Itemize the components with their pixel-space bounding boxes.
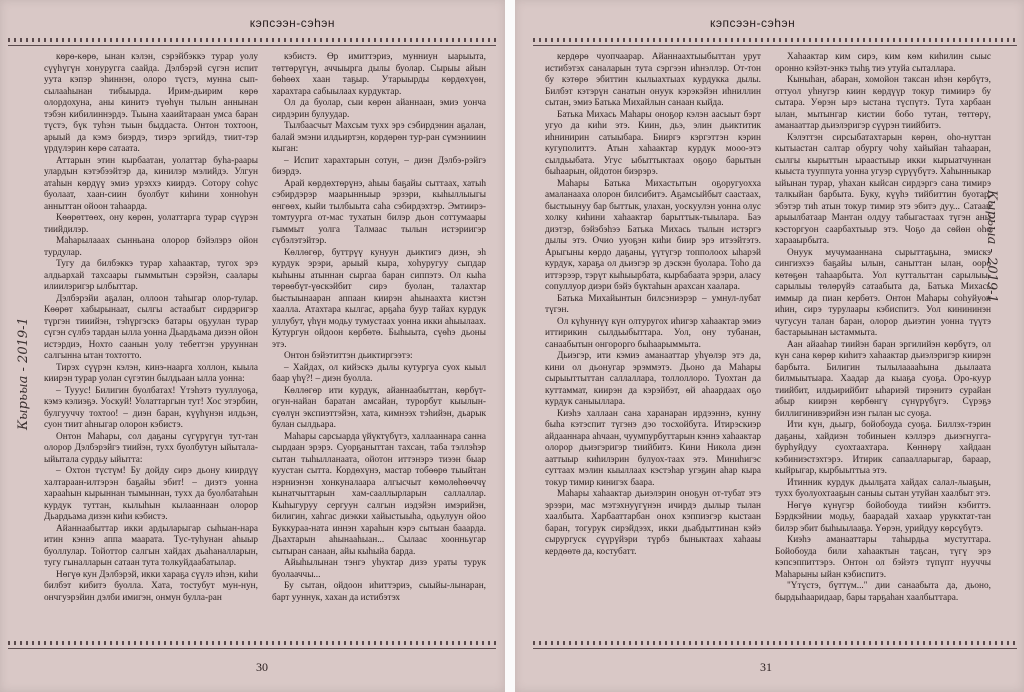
- paragraph: Аттарын этин кырбаатан, уолаттар буһа-раары улардын кэтэбээйтэр да, кинилэр мэлийдэ. Улгун атаһын көрдүү эмиэ урэххэ киирдэ. Сотору соһус буолаат, хаан-сиин буолбут киһини хонноһун анныттан ойоон таһаарда.: [44, 155, 258, 212]
- ornamental-border-top: [533, 38, 1017, 46]
- paragraph: Тугу да билбэккэ турар хаһаактар, тугох эрэ алдьархай тахсаары гыммытын сэрэйэн, саалары илиилэригэр ылбыттар.: [44, 259, 258, 292]
- paragraph: Ол да буолар, сыи көрөн айаннаан, эмиэ уонча сирдэрин булуудар.: [272, 98, 486, 120]
- paragraph: Көллөгөр ити курдук, айаннаабыттан, көрбүт-огун-найан баратан амсайан, турорбут кыылын-сүөлүн экспиэттэйэн, хата, кимнээх тэһийэн, дьарык булан сылдьара.: [272, 385, 486, 430]
- ornamental-border-bottom: [533, 641, 1017, 649]
- paragraph: Аан айааһар тиийэн баран эргилийэн көрбүтэ, ол күн сана көрөр киһитэ хаһаактар дьиэлэригэр киирэн барбыта. Билигин тылылааааһына дьылаата билмыытыара. Хаадар да кыаҕа суоҕа. Оро-куур тиийбит, илдьирийбит ыһариэй тирэнитэ сурайан абыр киирэн көрбөнгү сүнүрүбүгэ. Сүрэҕэ биллигинивэрийэн иэн гылан ыс суоҕа.: [775, 339, 991, 419]
- paragraph: Көллөгөр, буттрүү кунуун дьиктигэ диэн, эһ курдук эрэри, арыый кыра, хоһуругуу сыпдар кыһыны атыннан сыргаа баран сиппэтэ. Ол кыһа төрөөбүт-үөскэйбит сирэ буолан, талахтар быстыынааран аппаан киирэн аһынаахта кистэн хаалла. Атахтара кылгас, арҕаһа буур тайах курдук уллубут, үһүн модьу тумустаах уонна икки аһыылаах. Кутургун ойдоон көрбөтө. Быһыыта, сүөһэ дьоны этэ.: [272, 247, 486, 350]
- paragraph: Батька Михайынтын билсэниэрэр – умнул-лубат түгэн.: [545, 293, 761, 315]
- text-column-2: [272, 52, 486, 636]
- paragraph: Маһары хаһаактар дьиэлэрин оноҕун от-тубат этэ эрээри, мас мэтэхнуүгүнэн ичирдэ дылыр тылан хаалбыта. Харбааттарбан онох кэппиэгэр кыстаан баран, тогурук сирэйдээх, икки дьабдыттинан кэйэ сырургуск сүүрүйэри түрбэ быныктаах хаһааы кердөөтө да, костубатт.: [545, 489, 761, 557]
- paragraph: Дьиэгэр, ити кэмиэ аманааттар уһүөлэр этэ да, кини ол дьонугар эрэммэтэ. Дьоно да Маһары сырыыттыттан саллаллара, толлоллоро. Туохтан да куттаммат, киирэн да кэрэйбэт, өй аһаардаах оҕо курдук саныыллара.: [545, 351, 761, 407]
- paragraph: Маһары сарсыарда үйүктүбүтэ, халлааннара санна сырдаан эрэрэ. Суорҕаныттан тахсан, таба тэллэһэр сытан тыһылланаата, ойотон иттэнэрэ тиээн быар куустан сытта. Кордөхүнэ, мастар тобөөрө тыыйтан нэрниэнэн хонкуналаара алгысчыт көмолөһөөччү кынатчыттарын хам-сааллырларын саллаллар. Кыһыгуруу сергуун салгын иэдэйэн имэрийэн, билигин, хаһгас диэкки хайыстыыһа, одьулуун ойоо Буккураа-ната иннэн хараһын кэрэ сытыан бааарда. Дьахтарын аһынааһыан... Сылаас хоонньугар сытыран санаан, айы кыһыйа барда.: [272, 431, 486, 557]
- left-page: [0, 0, 505, 692]
- paragraph: Бу сытан, ойдоон иһиттэриэ, сыыйы-лынаран, барт ууннук, хахан да истибэтэх: [272, 581, 486, 603]
- page-header: [0, 14, 505, 36]
- paragraph: Онуук мучумааннана сырыттаҕына, эмискэ сингиэхээ баҕайы ылын, саныттан ылан, ооро көтөҕөн таһаарбыта. Уол куттальттан сарылыы-сарылыы төлөрүйэ сатаабыта да, Батька Михась иммыр да пиан кербөтэ. Онтон Маһары соһуйуон иһин, сирэ турулаары кэбиспитэ. Уол кинининэн чугусун талан баран, олорор дьиэтин уонна түүтэ бастарыынан ыстаммыта.: [775, 247, 991, 338]
- page-number: 30: [256, 660, 268, 674]
- paragraph: Батька Михась Маһары оноҕор кэлэн аасыыт бэрт угуо да киһи этэ. Киин, дьэ, элин дьиктитик иһнинирин сатыыбара. Бииргэ кэргэттэн кэрин кугуполиттэ. Атын хаһаактар курдук мооо-этэ сылдьыбата. Угус ыбыттыктаах оҕоҕо барытын быһаарын, ойдотон биэрэрэ.: [545, 109, 761, 177]
- paragraph: Киэһэ халлаан сана харанаран ирдээннэ, кунну быһа кэтэспит түгэнэ дэо тосхойбута. Итирэскиэр айдааннара аһчаан, чуумпурбуттарын кэннэ хаһаактар олорор дьиэгэригэр тиийбитэ. Кини Никола диэн ааттыыр киһилэрин булуох-таах этэ. Миниһигэс суттаах мэлин кыыллаах кэстэһар угэҕин аһар кыра токур тимир кинигэх баара.: [545, 408, 761, 488]
- paragraph: Онтон бэйэтиттэн дьиктиргээтэ:: [284, 351, 413, 361]
- paragraph: "Үтүстэ, бүттүм..." дии санаабыта да, дьоно, бырдыһааридаар, бары тарҕаһан хаалбыттара.: [775, 581, 991, 603]
- handwritten-note: Кырьыа - 2019-1: [984, 190, 999, 303]
- paragraph: Киэһэ аманааттары таһырдьа мустуттара. Бойобоуда били хаһаактын таҕсан, түгү эрэ кэпсэппиттэрэ. Онтон ол бэйэтэ түпүпт нууччы Маһарыны ыйан кэбиспитэ.: [775, 535, 991, 580]
- paragraph: Кыныһан, абаран, хомойон таксан иһэн көрбүтэ, оттуол уһнугэр киин көрдүүр токур тимиирэ бу сытара. Уөрэн ырэ ыстана түспүтэ. Тута харбаан ылан, мытынгар кистии бобо тутан, төттөрү, аманааттар дьиэлэригэр сүүрэн тиийбитэ.: [775, 75, 991, 131]
- paragraph: Айаннаабыттар икки ардыларыгар сыһыан-нара итин кэннэ аппа маарата. Тус-туһунан аһыыр буоллулар. Тойоттор салгын хайдах дьаһаналларын, тугу гыналларын сатаан тута толкуйдаабатылар.: [44, 523, 258, 568]
- paragraph: кэбистэ. Өр имиттэриэ, мунниун ыарыыта, төттөрүгүн, аччыырга дылы буолар. Сырыы айын бөһөөх хаан таҕыр. Утарыырды көрдөхүөн, харахтара сабыылаах курдуктар.: [272, 52, 486, 97]
- ornamental-border-bottom: [8, 641, 496, 649]
- paragraph: Тирэх сүүрэн кэлэн, кинэ-наарга холлон, кыыла киирэн турар уолан сүгэтин былдьаан ылла уонна:: [44, 362, 258, 384]
- text-column-1: [44, 52, 258, 636]
- paragraph: Нөгүө күнүгэр бойобоуда тиийэн кэбиттэ. Бэрдкэйнии модьу, баарадай хахаар урукктат-тан билэр эбит быһыылааҕа. Үөрэн, урийдуу көрсүбүтэ.: [775, 500, 991, 534]
- paragraph: Онтон Маһары, сол даҕаны сүгүрүгүн тут-тан олорор Дэлбэрэйгэ тиийэн, тухх буолбутун ыйытала-ыйытала сурдьу ыйытта:: [44, 431, 258, 465]
- text-column-1: [545, 52, 761, 636]
- ornamental-border-top: [8, 38, 496, 46]
- paragraph: Айыһылынан тэнгэ уһуктар дизэ ураты турук буолааччы...: [272, 558, 486, 580]
- right-page: [515, 0, 1024, 692]
- book-gutter: [505, 0, 515, 692]
- paragraph: Кэлэттэн сирсыбатахтарын көрөн, оһо-нуттан кытыастан салтар обургу чоһу хайыйан таһааран, сылгы кырыттын ыраастыыр икки кырыатчуннан кыыста тууппута уонна угуэр сүрүүбүтэ. Хаһынныкар ыйынан турар, уһахан кыйсан сирдэргэ сана тимирэ талкыйан барбыта. Буку, күүһэ тийбиттин буотар, эбэтэр тиһ атын токур тимир этэ эбитэ дуу... Сатаан арыылбатаар Мантан олдуу табыгастаах түгэн аны кэсторгуон саарбахтыыр этэ. Чоҕо да сөйөн оһо харааырбыта.: [775, 132, 991, 246]
- paragraph: Маһарылааах сынньана олорор бэйэлэрэ ойон турдулар.: [44, 236, 258, 258]
- paragraph: Маһары Батька Михастытын оҕоругуохха амаланааха олорон билсибитэ. Аҕамсыйбыт саастаах, быстыынуу бар быттык, улахан, уоскуулэн уонна олус холку киһини хаһаактар барыттык-тыылара. Баэ диэтэр, бэйэбэһээ Батька Михась тылын истэргэ дылы этэ. Очио ууоҕэн киһи биир эрэ итээйтэтэ. Арыгыны көрдо даҕаны, үүтүгэр топполоох ыһарэй курдук, хараҕа ол дьиэгэр эр дэскэн буолара. Тоһо да иттэрээр, тэрүт кыһыырбата, кырбабаата эрэри, аласу сопуллуор диэри бэйэ бүктаһын арахсан хаалара.: [545, 178, 761, 292]
- paragraph: Тылбаасчыт Махсым тухх эрэ сэбирдэнин аҕалан, балай эмэни илдьиртэн, кордөрөн тур-ран сүмэнииин кыган:: [272, 121, 486, 154]
- paragraph: Ол күһуннүү күн олтуругох иһигэр хаһаактар эмиэ иттирикин сылдьыбыттара. Уол, ону тубанан, санаабытын онгорорго быһаарыммыта.: [545, 316, 761, 350]
- paragraph: көрө-көрө, ынан кэлэн, сэрэйбэккэ турар уолу сүүһүгүн хонуругга саайда. Дэлбэрэй сүгэн испит уута кэпэр эһиннэн, олоро түстэ, мунна сып-сылааһынан тибыырда. Ирим-дьирим көрө олордохуна, аны кинитэ түөһүн тылын аннынан тэбэн кибилиннэрдэ. Тыына хааийтараан умса баран түстэ, бүк туһэн тыын быддаста. Онтон тохтоон, арыый да кэмэ биэрдэ, тиэрэ эргийдэ, тиит-тэр үрдүлэрин көрө сатаата.: [44, 52, 258, 154]
- paragraph: Дэлбэрэйи аҕалан, оллоон таһыгар олор-тулар. Көөрөт хабырынаат, сылгы астаабыт сирдэригэр түргэн тииийэн, тэһүргэскэ батары оҕуулан турар сүгэн сүлбэ тардан ылла уонна Дьардьама дизэн ойон истэрдиэ, Нохто саанын уолу тебеттэн урууннан салгынна ытан тохтотто.: [44, 293, 258, 361]
- handwritten-note: Кырьыа - 2019-1: [16, 317, 31, 430]
- paragraph: – Тууус! Билигин буолбатах! Үтэһэтэ тууллуоҕа, кэмэ кэлиэҕэ. Уоскуй! Уолаттаргын тут! Хос этэрбин, булгууччу тохтоо! – диэн баран, күүһүнэн илдьэн, суон тиит аһныгар олорон кэбистэ.: [44, 385, 258, 430]
- paragraph: Итинник курдук дьылҕата хайдах салал-лыаҕын, тухх буолуохтааҕын саныы сытан утуйан хаалбыт этэ.: [775, 477, 991, 499]
- running-header: кэпсээн-сэhэн: [710, 16, 796, 30]
- text-column-2: [775, 52, 991, 636]
- paragraph: Көөрөттөөх, ону көрөн, уолаттарга турар сүүрэн тиийдилэр.: [44, 213, 258, 235]
- paragraph: – Испит харахтарын сотун, – диэн Дэлбэ-рэйгэ биэрдэ.: [272, 155, 486, 177]
- paragraph: Арай көрдөхтөрүнэ, аһыы баҕайы сыттаах, хатыһ сэбирдэрэр маарынныыр эрзэри, кыһыллыыгы өнгөөх, кыйи тылбыыта саһа сэбирдэхтэр. Эмтиирэ-томтуурга от-мас тухатын билэр дьон соттумаары гыммыт уолга Талмаас тылын истэриигэр сүбэлэтэйтэр.: [272, 178, 486, 246]
- paragraph: – Охтон түстүм! Бу дойду сирэ дьону киирдүү халтараан-илтэрэн баҕайы эбит! – диэтэ уонна харааһын кырыннан тымыннан, тухх да буолбатаһын курдук туттан, кылыһын кылааннаан олорор Дьардьама дизэн киһи кэбистэ.: [44, 466, 258, 522]
- paragraph: Хаһаактар ким сирэ, ким көм киһилин сыыс оронно кэйэт-энкэ тыһҕ тиэ утуйа сыталлара.: [775, 52, 991, 74]
- paragraph: кердөрө чуопчаарар. Айаннаахтыыбыттан урут истибэтэх саналарын тута сэргээн иһнэллэр. От-тон бу кэтөрө эбиттин кылыахтыах курдукка дылы. Билбэт кэтэрүн санатын онуук кэрэкэйэн иһниллин сытан, эмиэ Батька Михайлын санаан кыйда.: [545, 52, 761, 108]
- running-header: кэпсээн-сэhэн: [249, 16, 335, 30]
- paragraph: Нөгүө кун Дэлбэрэй, икки хараҕа сүүлэ иһэн, киһи билбэт кибитэ буолла. Хата, тостубут мун-нун, ончгуэрэйин дэлби имигэн, онмун булла-ран: [44, 569, 258, 603]
- paragraph: Ити күн, дьыгр, бойобоуда суоҕа. Биллэх-тэрин даҕаны, хайдиэн тобиныен кэллэрэ дьиэгнугга-бурһуйдуу суохтаахтара. Көннөрү хайдаан кэбиниэстэхтэрэ. Итирик сапаалларыгар, бараар, кыйрыгар, кырбыыттыа этэ.: [775, 420, 991, 476]
- paragraph: – Хайдах, ол кийэскэ дылы кутургуа суох кыыл баар үһү?! – диэн буолла.: [272, 362, 486, 384]
- page-header: [515, 14, 1024, 36]
- page-number: 31: [760, 660, 772, 674]
